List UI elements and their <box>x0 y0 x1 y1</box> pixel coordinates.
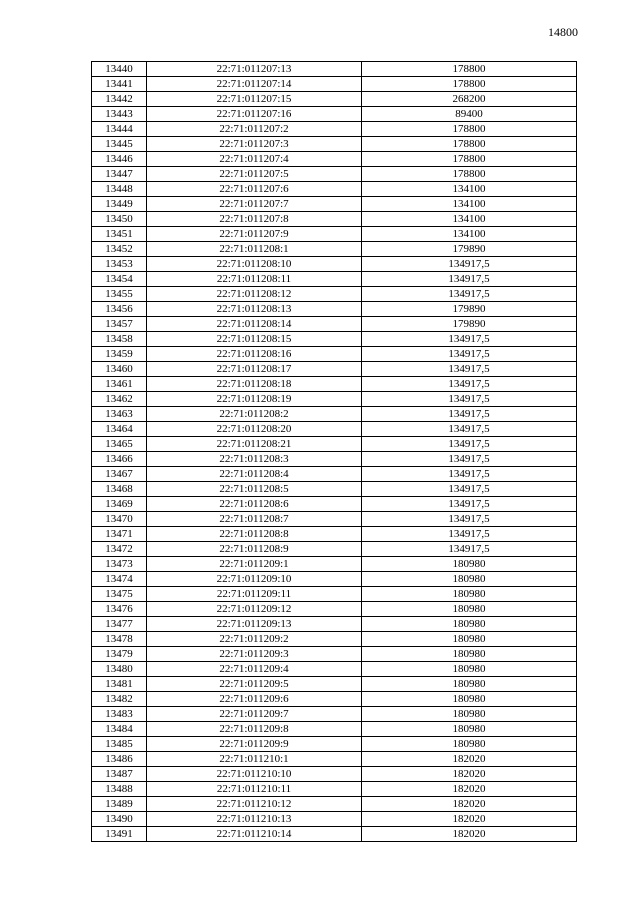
table-row <box>92 272 577 287</box>
row-number-cell: 13453 <box>92 257 147 272</box>
value-cell: 178800 <box>362 137 577 152</box>
value-cell: 134100 <box>362 227 577 242</box>
value-cell: 182020 <box>362 797 577 812</box>
cadastral-number-cell: 22:71:011209:11 <box>147 587 362 602</box>
cadastral-number-cell: 22:71:011209:5 <box>147 677 362 692</box>
value-cell: 134917,5 <box>362 422 577 437</box>
value-cell: 180980 <box>362 647 577 662</box>
value-cell: 180980 <box>362 707 577 722</box>
row-number-cell: 13444 <box>92 122 147 137</box>
row-number-cell: 13489 <box>92 797 147 812</box>
value-cell: 178800 <box>362 122 577 137</box>
value-cell: 179890 <box>362 317 577 332</box>
value-cell: 182020 <box>362 767 577 782</box>
value-cell: 89400 <box>362 107 577 122</box>
table-row <box>92 827 577 842</box>
table-row <box>92 107 577 122</box>
cadastral-number-cell: 22:71:011208:18 <box>147 377 362 392</box>
cadastral-number-cell: 22:71:011208:10 <box>147 257 362 272</box>
value-cell: 134917,5 <box>362 542 577 557</box>
table-row <box>92 317 577 332</box>
table-row <box>92 212 577 227</box>
cadastral-number-cell: 22:71:011210:14 <box>147 827 362 842</box>
value-cell: 179890 <box>362 302 577 317</box>
value-cell: 134917,5 <box>362 512 577 527</box>
table-row <box>92 92 577 107</box>
table-row <box>92 437 577 452</box>
row-number-cell: 13460 <box>92 362 147 377</box>
value-cell: 134917,5 <box>362 257 577 272</box>
table-row <box>92 767 577 782</box>
table-row <box>92 497 577 512</box>
cadastral-number-cell: 22:71:011208:5 <box>147 482 362 497</box>
table-row <box>92 692 577 707</box>
table-row <box>92 482 577 497</box>
cadastral-number-cell: 22:71:011209:4 <box>147 662 362 677</box>
table-row <box>92 152 577 167</box>
table-row <box>92 332 577 347</box>
cadastral-number-cell: 22:71:011208:6 <box>147 497 362 512</box>
value-cell: 134917,5 <box>362 377 577 392</box>
row-number-cell: 13467 <box>92 467 147 482</box>
table-row <box>92 632 577 647</box>
cadastral-number-cell: 22:71:011208:4 <box>147 467 362 482</box>
row-number-cell: 13468 <box>92 482 147 497</box>
cadastral-number-cell: 22:71:011208:13 <box>147 302 362 317</box>
table-row <box>92 452 577 467</box>
cadastral-number-cell: 22:71:011209:8 <box>147 722 362 737</box>
cadastral-number-cell: 22:71:011209:3 <box>147 647 362 662</box>
value-cell: 134100 <box>362 197 577 212</box>
cadastral-number-cell: 22:71:011207:6 <box>147 182 362 197</box>
table-row <box>92 242 577 257</box>
table-row <box>92 557 577 572</box>
row-number-cell: 13480 <box>92 662 147 677</box>
row-number-cell: 13452 <box>92 242 147 257</box>
row-number-cell: 13459 <box>92 347 147 362</box>
table-row <box>92 512 577 527</box>
cadastral-number-cell: 22:71:011208:2 <box>147 407 362 422</box>
value-cell: 178800 <box>362 152 577 167</box>
cadastral-number-cell: 22:71:011207:2 <box>147 122 362 137</box>
value-cell: 178800 <box>362 167 577 182</box>
value-cell: 268200 <box>362 92 577 107</box>
value-cell: 180980 <box>362 572 577 587</box>
row-number-cell: 13471 <box>92 527 147 542</box>
value-cell: 134917,5 <box>362 362 577 377</box>
table-row <box>92 737 577 752</box>
value-cell: 180980 <box>362 737 577 752</box>
table-row <box>92 392 577 407</box>
cadastral-number-cell: 22:71:011208:1 <box>147 242 362 257</box>
cadastral-number-cell: 22:71:011207:13 <box>147 62 362 77</box>
table-row <box>92 302 577 317</box>
row-number-cell: 13450 <box>92 212 147 227</box>
cadastral-number-cell: 22:71:011208:3 <box>147 452 362 467</box>
row-number-cell: 13449 <box>92 197 147 212</box>
value-cell: 178800 <box>362 77 577 92</box>
cadastral-number-cell: 22:71:011207:3 <box>147 137 362 152</box>
value-cell: 134917,5 <box>362 527 577 542</box>
value-cell: 178800 <box>362 62 577 77</box>
value-cell: 134917,5 <box>362 437 577 452</box>
cadastral-number-cell: 22:71:011208:12 <box>147 287 362 302</box>
row-number-cell: 13440 <box>92 62 147 77</box>
cadastral-number-cell: 22:71:011210:1 <box>147 752 362 767</box>
row-number-cell: 13465 <box>92 437 147 452</box>
table-row <box>92 197 577 212</box>
value-cell: 180980 <box>362 557 577 572</box>
table-row <box>92 137 577 152</box>
row-number-cell: 13483 <box>92 707 147 722</box>
row-number-cell: 13448 <box>92 182 147 197</box>
row-number-cell: 13455 <box>92 287 147 302</box>
row-number-cell: 13456 <box>92 302 147 317</box>
value-cell: 180980 <box>362 722 577 737</box>
cadastral-number-cell: 22:71:011208:9 <box>147 542 362 557</box>
value-cell: 180980 <box>362 632 577 647</box>
table-row <box>92 122 577 137</box>
cadastral-number-cell: 22:71:011209:13 <box>147 617 362 632</box>
cadastral-number-cell: 22:71:011208:19 <box>147 392 362 407</box>
row-number-cell: 13475 <box>92 587 147 602</box>
row-number-cell: 13486 <box>92 752 147 767</box>
cadastral-number-cell: 22:71:011208:21 <box>147 437 362 452</box>
cadastral-number-cell: 22:71:011209:7 <box>147 707 362 722</box>
table-row <box>92 287 577 302</box>
value-cell: 134917,5 <box>362 497 577 512</box>
value-cell: 134917,5 <box>362 392 577 407</box>
value-cell: 134917,5 <box>362 332 577 347</box>
row-number-cell: 13454 <box>92 272 147 287</box>
value-cell: 180980 <box>362 617 577 632</box>
row-number-cell: 13485 <box>92 737 147 752</box>
table-row <box>92 602 577 617</box>
value-cell: 180980 <box>362 602 577 617</box>
cadastral-number-cell: 22:71:011209:10 <box>147 572 362 587</box>
row-number-cell: 13482 <box>92 692 147 707</box>
table-row <box>92 647 577 662</box>
value-cell: 180980 <box>362 692 577 707</box>
row-number-cell: 13487 <box>92 767 147 782</box>
cadastral-number-cell: 22:71:011207:7 <box>147 197 362 212</box>
cadastral-number-cell: 22:71:011207:15 <box>147 92 362 107</box>
table-body <box>92 62 577 842</box>
value-cell: 134917,5 <box>362 347 577 362</box>
cadastral-number-cell: 22:71:011210:12 <box>147 797 362 812</box>
cadastral-number-cell: 22:71:011210:11 <box>147 782 362 797</box>
value-cell: 180980 <box>362 677 577 692</box>
row-number-cell: 13462 <box>92 392 147 407</box>
row-number-cell: 13451 <box>92 227 147 242</box>
table-row <box>92 407 577 422</box>
row-number-cell: 13478 <box>92 632 147 647</box>
cadastral-number-cell: 22:71:011207:14 <box>147 77 362 92</box>
value-cell: 134917,5 <box>362 452 577 467</box>
page-number: 14800 <box>548 25 578 39</box>
table-row <box>92 752 577 767</box>
row-number-cell: 13442 <box>92 92 147 107</box>
table-row <box>92 62 577 77</box>
cadastral-number-cell: 22:71:011209:9 <box>147 737 362 752</box>
table-row <box>92 257 577 272</box>
row-number-cell: 13441 <box>92 77 147 92</box>
table-row <box>92 542 577 557</box>
row-number-cell: 13473 <box>92 557 147 572</box>
row-number-cell: 13466 <box>92 452 147 467</box>
table-row <box>92 572 577 587</box>
row-number-cell: 13490 <box>92 812 147 827</box>
table-row <box>92 467 577 482</box>
cadastral-number-cell: 22:71:011207:5 <box>147 167 362 182</box>
cadastral-number-cell: 22:71:011208:14 <box>147 317 362 332</box>
row-number-cell: 13476 <box>92 602 147 617</box>
row-number-cell: 13470 <box>92 512 147 527</box>
cadastral-number-cell: 22:71:011207:9 <box>147 227 362 242</box>
row-number-cell: 13446 <box>92 152 147 167</box>
row-number-cell: 13469 <box>92 497 147 512</box>
row-number-cell: 13457 <box>92 317 147 332</box>
cadastral-number-cell: 22:71:011207:8 <box>147 212 362 227</box>
table-row <box>92 167 577 182</box>
table-row <box>92 422 577 437</box>
cadastral-number-cell: 22:71:011208:17 <box>147 362 362 377</box>
row-number-cell: 13484 <box>92 722 147 737</box>
table-row <box>92 347 577 362</box>
value-cell: 134917,5 <box>362 272 577 287</box>
value-cell: 179890 <box>362 242 577 257</box>
table-row <box>92 227 577 242</box>
row-number-cell: 13472 <box>92 542 147 557</box>
cadastral-number-cell: 22:71:011209:6 <box>147 692 362 707</box>
value-cell: 182020 <box>362 827 577 842</box>
value-cell: 134917,5 <box>362 287 577 302</box>
data-table <box>91 61 577 842</box>
row-number-cell: 13445 <box>92 137 147 152</box>
value-cell: 134100 <box>362 212 577 227</box>
cadastral-number-cell: 22:71:011210:10 <box>147 767 362 782</box>
table-row <box>92 377 577 392</box>
value-cell: 182020 <box>362 752 577 767</box>
table-row <box>92 77 577 92</box>
cadastral-number-cell: 22:71:011209:1 <box>147 557 362 572</box>
row-number-cell: 13443 <box>92 107 147 122</box>
cadastral-number-cell: 22:71:011207:4 <box>147 152 362 167</box>
cadastral-number-cell: 22:71:011208:20 <box>147 422 362 437</box>
table-row <box>92 677 577 692</box>
cadastral-number-cell: 22:71:011210:13 <box>147 812 362 827</box>
table-row <box>92 812 577 827</box>
value-cell: 180980 <box>362 587 577 602</box>
cadastral-number-cell: 22:71:011209:12 <box>147 602 362 617</box>
cadastral-number-cell: 22:71:011209:2 <box>147 632 362 647</box>
table-row <box>92 587 577 602</box>
table-row <box>92 527 577 542</box>
value-cell: 182020 <box>362 782 577 797</box>
value-cell: 134917,5 <box>362 482 577 497</box>
value-cell: 182020 <box>362 812 577 827</box>
table-row <box>92 662 577 677</box>
table-row <box>92 617 577 632</box>
row-number-cell: 13464 <box>92 422 147 437</box>
value-cell: 134917,5 <box>362 467 577 482</box>
row-number-cell: 13477 <box>92 617 147 632</box>
table-row <box>92 362 577 377</box>
cadastral-number-cell: 22:71:011208:15 <box>147 332 362 347</box>
row-number-cell: 13488 <box>92 782 147 797</box>
cadastral-number-cell: 22:71:011208:7 <box>147 512 362 527</box>
value-cell: 134917,5 <box>362 407 577 422</box>
row-number-cell: 13479 <box>92 647 147 662</box>
table-row <box>92 182 577 197</box>
row-number-cell: 13481 <box>92 677 147 692</box>
row-number-cell: 13463 <box>92 407 147 422</box>
cadastral-number-cell: 22:71:011207:16 <box>147 107 362 122</box>
value-cell: 134100 <box>362 182 577 197</box>
row-number-cell: 13447 <box>92 167 147 182</box>
cadastral-number-cell: 22:71:011208:16 <box>147 347 362 362</box>
row-number-cell: 13491 <box>92 827 147 842</box>
row-number-cell: 13458 <box>92 332 147 347</box>
cadastral-number-cell: 22:71:011208:11 <box>147 272 362 287</box>
table-row <box>92 707 577 722</box>
row-number-cell: 13461 <box>92 377 147 392</box>
table-row <box>92 722 577 737</box>
cadastral-number-cell: 22:71:011208:8 <box>147 527 362 542</box>
value-cell: 180980 <box>362 662 577 677</box>
row-number-cell: 13474 <box>92 572 147 587</box>
table-row <box>92 782 577 797</box>
table-row <box>92 797 577 812</box>
